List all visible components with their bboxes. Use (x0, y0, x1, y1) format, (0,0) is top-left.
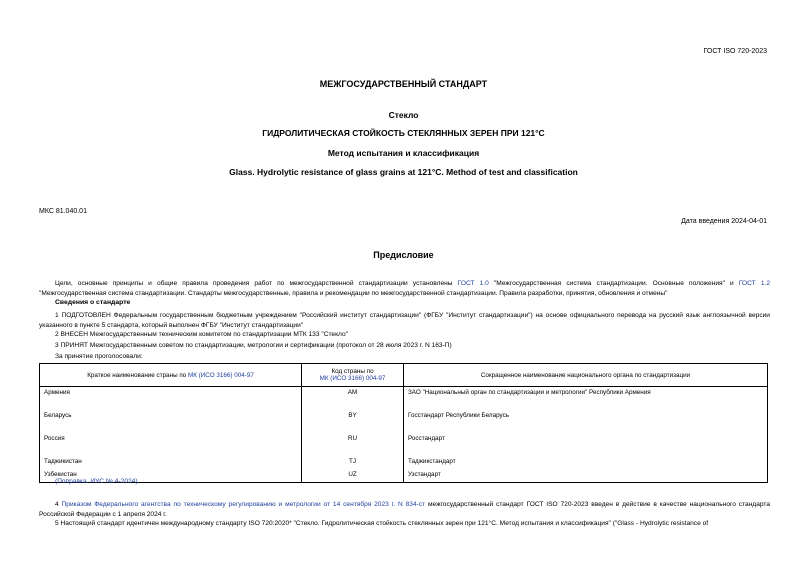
organization-cell: Узстандарт (403, 469, 767, 483)
preface-paragraph-introduced: 2 ВНЕСЕН Межгосударственным техническим комитетом по стандартизации МТК 133 "Стекло" (55, 331, 348, 338)
code-cell: UZ (302, 469, 404, 483)
table-header-row (40, 364, 768, 387)
rosstandart-order-link[interactable]: Приказом Федерального агентства по техническому регулированию и метрологии от 14 сентября 2023 г. N 834-ст (61, 501, 426, 508)
mk-iso-3166-link[interactable]: МК (ИСО 3166) 004-97 (188, 371, 254, 379)
column-header-country (40, 364, 302, 387)
column-header-code (302, 364, 404, 387)
table-row (40, 469, 768, 483)
country-cell: Армения (40, 387, 302, 411)
preface-heading: Предисловие (373, 250, 434, 260)
organization-cell: Таджикстандарт (403, 456, 767, 469)
paragraph-text: "Межгосударственная система стандартизации. Основные положения" и (488, 280, 739, 287)
paragraph-text: Цели, основные принципы и общие правила проведения работ по межгосударственной стандартизации установлены (55, 280, 458, 287)
preface-paragraph-order (39, 500, 770, 519)
document-method-title: Метод испытания и классификация (327, 148, 480, 158)
document-code: ГОСТ ISO 720-2023 (703, 48, 767, 55)
code-cell: TJ (302, 456, 404, 469)
document-title: Стекло (388, 110, 419, 120)
country-cell: Россия (40, 433, 302, 456)
standard-info-heading: Сведения о стандарте (55, 299, 131, 306)
country-cell: Узбекистан (40, 469, 302, 483)
introduction-date: Дата введения 2024-04-01 (681, 218, 767, 225)
country-cell: Беларусь (40, 410, 302, 433)
paragraph-number: 4 (55, 501, 62, 508)
table-row (40, 410, 768, 433)
preface-paragraph-prepared (39, 311, 770, 330)
preface-paragraph-voted: За принятие проголосовали: (55, 353, 143, 360)
table-row (40, 456, 768, 469)
gost-1-0-link[interactable]: ГОСТ 1.0 (457, 280, 489, 287)
preface-paragraph-adopted: 3 ПРИНЯТ Межгосударственным советом по стандартизации, метрологии и сертификации (протокол от 28 июля 2023 г. N 163-П) (55, 342, 452, 349)
paragraph-text: межгосударственный стандарт ГОСТ ISO 720-2023 введен в действие в качестве национального стандарта Российской Федерации с 1 апреля 2024 г. (39, 501, 771, 518)
organization-cell: Росстандарт (403, 433, 767, 456)
header-text: Краткое наименование страны по (87, 371, 189, 379)
country-cell: Таджикистан (40, 456, 302, 469)
standard-type-heading: МЕЖГОСУДАРСТВЕННЫЙ СТАНДАРТ (319, 79, 488, 89)
organization-cell: ЗАО "Национальный орган по стандартизации и метрологии" Республики Армения (403, 387, 767, 411)
organization-cell: Госстандарт Республики Беларусь (403, 410, 767, 433)
voting-countries-table (39, 363, 768, 483)
paragraph-text: 1 ПОДГОТОВЛЕН Федеральным государственным бюджетным учреждением "Российский институт стандартизации" (ФГБУ "Институт стандартизации") на основе официального перевода на русский язык англоязычной версии указанного в пункте 5 стандарта, который выполнен ФГБУ "Институт стандартизации" (39, 312, 770, 329)
column-header-organization: Сокращенное наименование национального органа по стандартизации (403, 364, 767, 387)
mks-classification: МКС 81.040.01 (39, 208, 87, 215)
document-subtitle: ГИДРОЛИТИЧЕСКАЯ СТОЙКОСТЬ СТЕКЛЯННЫХ ЗЕРЕН ПРИ 121°С (262, 128, 545, 138)
paragraph-text: "Межгосударственная система стандартизации. Стандарты межгосударственные, правила и рекомендации по межгосударственной стандартизации. Правила разработки, принятия, обновления и отмены" (39, 289, 668, 297)
code-cell: RU (302, 433, 404, 456)
document-title-english: Glass. Hydrolytic resistance of glass grains at 121°C. Method of test and classification (229, 167, 578, 177)
gost-1-2-link[interactable]: ГОСТ 1.2 (738, 280, 770, 287)
preface-paragraph-identical: 5 Настоящий стандарт идентичен международному стандарту ISO 720:2020* "Стекло. Гидролитическая стойкость стеклянных зерен при 121°С. Метод испытания и классификация" ("Glass - Hydrolytic resistance of (55, 520, 709, 527)
amendment-link[interactable]: (Поправка. ИУС № 4-2024). (55, 478, 140, 485)
code-cell: BY (302, 410, 404, 433)
table-row (40, 433, 768, 456)
code-cell: AM (302, 387, 404, 411)
mk-iso-3166-link[interactable]: МК (ИСО 3166) 004-97 (319, 375, 386, 382)
header-text: Код страны по (331, 368, 374, 375)
preface-paragraph-goals (39, 279, 770, 298)
table-row (40, 387, 768, 411)
